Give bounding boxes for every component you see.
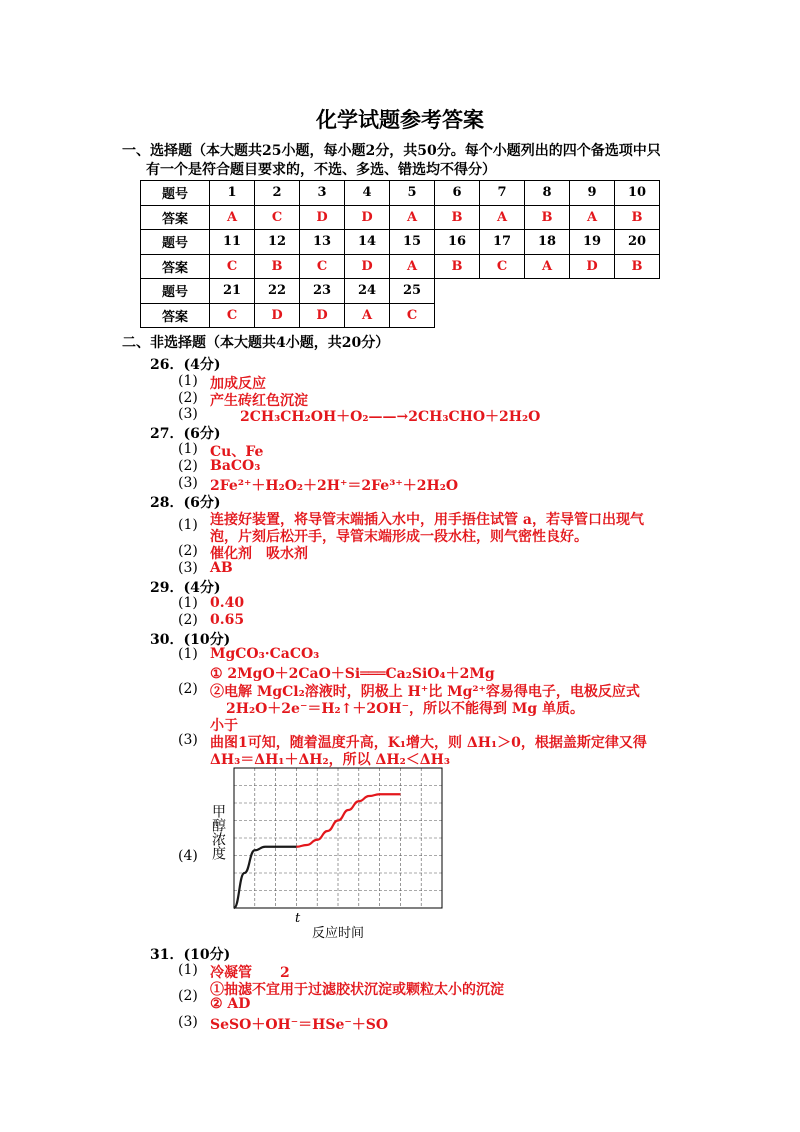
q26-answer-2: 产生砖红色沉淀 <box>210 393 308 409</box>
answer-cell: A <box>480 205 525 230</box>
question-number: 23 <box>300 279 345 304</box>
q26-heading: 26．(4分) <box>150 357 221 373</box>
q29-answer-1: 0.40 <box>210 595 245 611</box>
answer-cell: C <box>255 205 300 230</box>
q31-answer-2-line2: ② AD <box>210 996 251 1012</box>
question-number: 22 <box>255 279 300 304</box>
q31-answer-3: SeSO＋OH⁻＝HSe⁻＋SO <box>210 1017 389 1033</box>
answer-cell: A <box>390 254 435 279</box>
part-number: (1) <box>178 595 198 611</box>
question-number: 5 <box>390 181 435 206</box>
question-number: 21 <box>210 279 255 304</box>
answer-cell: A <box>390 205 435 230</box>
answer-cell: B <box>615 205 660 230</box>
part-number: (1) <box>178 962 198 978</box>
part-number: (2) <box>178 543 198 559</box>
answer-cell: D <box>570 254 615 279</box>
question-number: 4 <box>345 181 390 206</box>
q29-answer-2: 0.65 <box>210 612 245 628</box>
q28-heading: 28．(6分) <box>150 495 221 511</box>
part-number: (1) <box>178 441 198 457</box>
question-number: 3 <box>300 181 345 206</box>
page-title: 化学试题参考答案 <box>316 108 484 132</box>
q30-answer-2-line2: ②电解 MgCl₂溶液时，阴极上 H⁺比 Mg²⁺容易得电子，电极反应式 <box>210 684 640 700</box>
question-number: 11 <box>210 230 255 255</box>
q27-answer-3: 2Fe²⁺＋H₂O₂＋2H⁺＝2Fe³⁺＋2H₂O <box>210 478 459 494</box>
x-axis-label: 反应时间 <box>312 926 365 941</box>
methanol-concentration-chart <box>200 764 450 944</box>
q30-heading: 30．(10分) <box>150 632 231 648</box>
row-label-question: 题号 <box>141 279 210 304</box>
answer-table <box>140 180 660 328</box>
answer-cell: A <box>570 205 615 230</box>
row-label-answer: 答案 <box>141 303 210 328</box>
question-number: 1 <box>210 181 255 206</box>
part-number: (1) <box>178 373 198 389</box>
question-number: 8 <box>525 181 570 206</box>
q26-answer-3: 2CH₃CH₂OH＋O₂——→2CH₃CHO＋2H₂O <box>240 409 541 425</box>
table-row <box>141 303 660 328</box>
row-label-answer: 答案 <box>141 254 210 279</box>
answer-cell: A <box>345 303 390 328</box>
q31-answer-2-line1: ①抽滤不宜用于过滤胶状沉淀或颗粒太小的沉淀 <box>210 982 504 998</box>
q30-answer-1: MgCO₃·CaCO₃ <box>210 646 320 662</box>
part-number: (2) <box>178 458 198 474</box>
q30-answer-3-line1: 曲图1可知，随着温度升高，K₁增大，则 ΔH₁＞0，根据盖斯定律又得 <box>210 735 647 751</box>
part-number: (2) <box>178 681 198 697</box>
part-number: (2) <box>178 988 198 1004</box>
answer-cell: A <box>210 205 255 230</box>
question-number: 15 <box>390 230 435 255</box>
question-number: 19 <box>570 230 615 255</box>
part-number: (1) <box>178 517 198 533</box>
q27-answer-1: Cu、Fe <box>210 444 264 460</box>
part-number: (1) <box>178 646 198 662</box>
answer-cell: C <box>210 303 255 328</box>
answer-cell: D <box>345 205 390 230</box>
question-number: 25 <box>390 279 435 304</box>
question-number: 13 <box>300 230 345 255</box>
part-number: (3) <box>178 732 198 748</box>
q29-heading: 29．(4分) <box>150 580 221 596</box>
q26-answer-1: 加成反应 <box>210 376 266 392</box>
row-label-question: 题号 <box>141 181 210 206</box>
part-number: (4) <box>178 848 198 864</box>
part-number: (2) <box>178 612 198 628</box>
question-number: 18 <box>525 230 570 255</box>
answer-cell: B <box>255 254 300 279</box>
y-axis-label: 甲醇浓度 <box>210 804 226 860</box>
section1-instructions-line1: 一、选择题（本大题共25小题，每小题2分，共50分。每个小题列出的四个备选项中只 <box>122 143 661 159</box>
q28-answer-1-line2: 泡，片刻后松开手，导管末端形成一段水柱，则气密性良好。 <box>210 529 588 545</box>
q30-answer-2-line1: ① 2MgO＋2CaO＋Si═══Ca₂SiO₄＋2Mg <box>210 666 495 682</box>
table-row <box>141 205 660 230</box>
answer-cell: C <box>300 254 345 279</box>
answer-cell: B <box>615 254 660 279</box>
q27-heading: 27．(6分) <box>150 426 221 442</box>
row-label-question: 题号 <box>141 230 210 255</box>
answer-cell: B <box>435 254 480 279</box>
q28-answer-2: 催化剂 吸水剂 <box>210 546 308 562</box>
part-number: (3) <box>178 475 198 491</box>
answer-cell: C <box>210 254 255 279</box>
part-number: (3) <box>178 560 198 576</box>
series-line-before-t <box>234 847 296 908</box>
q27-answer-2: BaCO₃ <box>210 458 261 474</box>
table-row <box>141 279 660 304</box>
row-label-answer: 答案 <box>141 205 210 230</box>
question-number: 14 <box>345 230 390 255</box>
answer-cell: A <box>525 254 570 279</box>
table-row <box>141 181 660 206</box>
x-tick-label-t: t <box>295 911 301 926</box>
question-number: 24 <box>345 279 390 304</box>
question-number: 9 <box>570 181 615 206</box>
answer-cell: D <box>300 303 345 328</box>
part-number: (3) <box>178 1014 198 1030</box>
question-number: 6 <box>435 181 480 206</box>
question-number: 20 <box>615 230 660 255</box>
chart-grid <box>234 768 442 908</box>
question-number: 16 <box>435 230 480 255</box>
table-row <box>141 230 660 255</box>
q28-answer-3: AB <box>210 560 233 576</box>
question-number: 12 <box>255 230 300 255</box>
q30-answer-3-line0: 小于 <box>210 718 238 734</box>
table-row <box>141 254 660 279</box>
q31-answer-1: 冷凝管 2 <box>210 965 290 981</box>
section2-heading: 二、非选择题（本大题共4小题，共20分） <box>122 335 390 351</box>
answer-cell: B <box>435 205 480 230</box>
q30-answer-3-line2: ΔH₃＝ΔH₁＋ΔH₂，所以 ΔH₂＜ΔH₃ <box>210 752 450 768</box>
answer-cell: C <box>390 303 435 328</box>
q30-answer-2-line3: 2H₂O＋2e⁻＝H₂↑＋2OH⁻，所以不能得到 Mg 单质。 <box>226 701 585 717</box>
question-number: 10 <box>615 181 660 206</box>
part-number: (2) <box>178 390 198 406</box>
question-number: 7 <box>480 181 525 206</box>
section1-instructions-line2: 有一个是符合题目要求的，不选、多选、错选均不得分） <box>146 162 496 178</box>
question-number: 2 <box>255 181 300 206</box>
answer-cell: B <box>525 205 570 230</box>
answer-cell: D <box>255 303 300 328</box>
answer-cell: C <box>480 254 525 279</box>
q28-answer-1-line1: 连接好装置，将导管末端插入水中，用手捂住试管 a，若导管口出现气 <box>210 512 644 528</box>
q31-heading: 31．(10分) <box>150 947 231 963</box>
part-number: (3) <box>178 406 198 422</box>
answer-cell: D <box>345 254 390 279</box>
answer-cell: D <box>300 205 345 230</box>
question-number: 17 <box>480 230 525 255</box>
